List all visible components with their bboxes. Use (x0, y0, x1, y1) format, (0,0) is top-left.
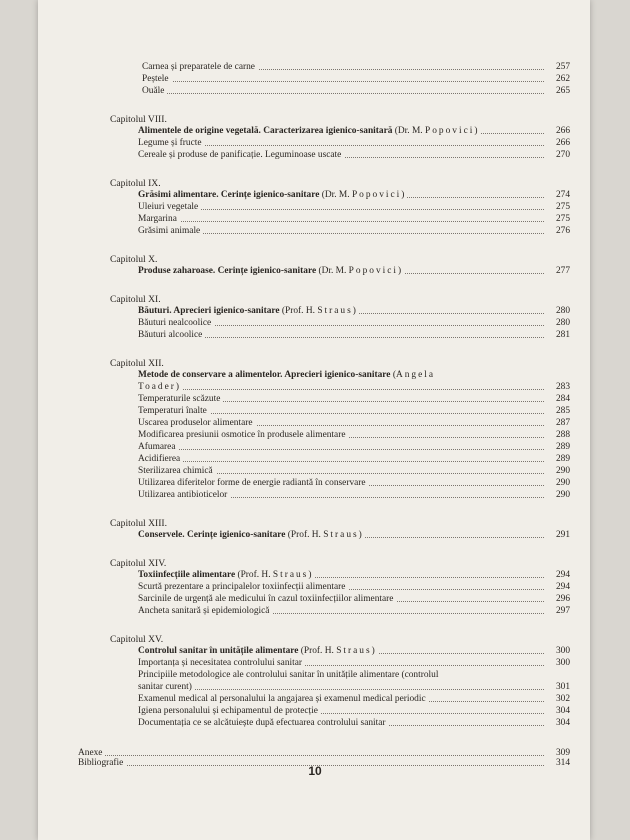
entry-title (138, 606, 272, 617)
entry-text: Ouăle (142, 86, 165, 96)
dot-leader (142, 81, 544, 82)
entry-text: Sterilizarea chimică (138, 466, 213, 476)
chapter-heading: Capitolul XI. (110, 294, 161, 305)
entry-title (138, 226, 203, 237)
entry-page-number: 300 (552, 658, 570, 669)
entry-text: Carnea și preparatele de carne (142, 62, 255, 72)
entry-text: Peștele (142, 74, 169, 84)
entry-title (138, 150, 344, 161)
entry-page-number: 289 (552, 442, 570, 453)
entry-title (138, 394, 223, 405)
entry-text: Anexe (78, 748, 103, 758)
section-title: Grăsimi alimentare. Cerințe igienico-sanitare (138, 190, 320, 200)
entry-title (138, 306, 359, 317)
section-title: Băuturi. Aprecieri igienico-sanitare (138, 306, 280, 316)
entry-page-number: 294 (552, 570, 570, 581)
chapter-heading: Capitolul IX. (110, 178, 161, 189)
dot-leader (78, 755, 544, 756)
entry-title (138, 126, 480, 137)
entry-text: Cereale și produse de panificație. Leguminoase uscate (138, 150, 342, 160)
entry-text: Legume și fructe (138, 138, 202, 148)
entry-page-number: 304 (552, 706, 570, 717)
entry-page-number: 283 (552, 382, 570, 393)
entry-title (138, 318, 214, 329)
entry-title (142, 86, 167, 97)
entry-title (138, 370, 438, 381)
entry-title (138, 406, 210, 417)
entry-title (138, 570, 314, 581)
author-name: Popovici (348, 266, 399, 276)
entry-page-number: 262 (552, 74, 570, 85)
dot-leader (138, 449, 544, 450)
entry-page-number: 297 (552, 606, 570, 617)
entry-title (138, 418, 256, 429)
entry-title (138, 454, 183, 465)
entry-title (138, 330, 205, 341)
author-name: Straus (317, 306, 353, 316)
entry-page-number: 296 (552, 594, 570, 605)
entry-text: Băuturi nealcoolice (138, 318, 212, 328)
author-close: ) (352, 306, 356, 316)
entry-text: sanitar curent) (138, 682, 192, 692)
chapter-heading: Capitolul XIII. (110, 518, 168, 529)
entry-page-number: 275 (552, 214, 570, 225)
author-name: Toader (138, 382, 176, 392)
entry-text: Bibliografie (78, 758, 124, 768)
entry-text: Ancheta sanitară și epidemiologică (138, 606, 270, 616)
section-title: Conservele. Cerințe igienico-sanitare (138, 530, 286, 540)
author-prefix: (Dr. M. (319, 190, 352, 200)
entry-page-number: 302 (552, 694, 570, 705)
entry-page-number: 274 (552, 190, 570, 201)
entry-title (138, 682, 195, 693)
author-name: Straus (323, 530, 359, 540)
entry-text: Utilizarea diferitelor forme de energie radiantă în conservare (138, 478, 366, 488)
author-name: Straus (336, 646, 372, 656)
author-prefix: (Prof. H. (279, 306, 318, 316)
entry-text: Examenul medical al personalului la angajarea și examenul medical periodic (138, 694, 426, 704)
section-title: Metode de conservare a alimentelor. Aprecieri igienico-sanitare (138, 370, 391, 380)
dot-leader (138, 221, 544, 222)
page-number: 10 (308, 764, 322, 778)
author-prefix: (Dr. M. (392, 126, 425, 136)
entry-title (138, 718, 389, 729)
entry-title (138, 706, 321, 717)
section-title: Produse zaharoase. Cerințe igienico-sanitare (138, 266, 317, 276)
entry-page-number: 301 (552, 682, 570, 693)
entry-title (138, 658, 305, 669)
entry-page-number: 281 (552, 330, 570, 341)
entry-title (138, 382, 182, 393)
section-title: Toxiinfecțiile alimentare (138, 570, 236, 580)
dot-leader (138, 389, 544, 390)
author-close: ) (308, 570, 312, 580)
author-close: ) (398, 266, 402, 276)
entry-page-number: 266 (552, 126, 570, 137)
entry-title (138, 530, 365, 541)
entry-page-number: 280 (552, 306, 570, 317)
entry-page-number: 290 (552, 478, 570, 489)
entry-title (142, 74, 172, 85)
entry-text: Băuturi alcoolice (138, 330, 203, 340)
entry-text: Scurtă prezentare a principalelor toxiinfecții alimentare (138, 582, 346, 592)
entry-page-number: 288 (552, 430, 570, 441)
entry-text: Grăsimi animale (138, 226, 201, 236)
author-name: Straus (272, 570, 309, 580)
entry-page-number: 291 (552, 530, 570, 541)
entry-page-number: 309 (552, 748, 570, 759)
entry-text: Uleiuri vegetale (138, 202, 199, 212)
entry-title (138, 490, 230, 501)
entry-text: Temperaturile scăzute (138, 394, 221, 404)
entry-title (142, 62, 258, 73)
entry-title (138, 202, 201, 213)
entry-page-number: 284 (552, 394, 570, 405)
entry-title (138, 646, 378, 657)
entry-page-number: 290 (552, 466, 570, 477)
entry-text: Principiile metodologice ale controlului sanitar în unitățile alimentare (controlul (138, 670, 439, 680)
entry-text: Documentația ce se alcătuiește după efectuarea controlului sanitar (138, 718, 386, 728)
chapter-heading: Capitolul VIII. (110, 114, 167, 125)
entry-title (138, 266, 404, 277)
entry-title (138, 442, 178, 453)
entry-page-number: 277 (552, 266, 570, 277)
chapter-heading: Capitolul XII. (110, 358, 164, 369)
author-name: Angela (395, 370, 436, 380)
entry-page-number: 287 (552, 418, 570, 429)
entry-title (138, 478, 369, 489)
entry-text: Temperaturi înalte (138, 406, 207, 416)
entry-page-number: 276 (552, 226, 570, 237)
author-close: ) (358, 530, 362, 540)
entry-text: Sarcinile de urgență ale medicului în cazul toxiinfecțiilor alimentare (138, 594, 394, 604)
author-prefix: (Prof. H. (285, 530, 324, 540)
author-name: Popovici (351, 190, 402, 200)
author-close: ) (401, 190, 405, 200)
entry-text: Importanța și necesitatea controlului sanitar (138, 658, 303, 668)
chapter-heading: Capitolul XIV. (110, 558, 167, 569)
entry-title (138, 466, 216, 477)
entry-page-number: 265 (552, 86, 570, 97)
section-title: Controlul sanitar în unitățile alimentare (138, 646, 299, 656)
entry-title (138, 582, 348, 593)
author-prefix: (Dr. M. (316, 266, 349, 276)
entry-title (138, 430, 348, 441)
entry-page-number: 294 (552, 582, 570, 593)
author-name: Popovici (425, 126, 475, 136)
chapter-heading: Capitolul X. (110, 254, 158, 265)
entry-text: Utilizarea antibioticelor (138, 490, 228, 500)
entry-text: Igiena personalului și echipamentul de protecție (138, 706, 318, 716)
entry-text: Afumarea (138, 442, 176, 452)
dot-leader (138, 461, 544, 462)
entry-page-number: 270 (552, 150, 570, 161)
entry-page-number: 266 (552, 138, 570, 149)
entry-text: Modificarea presiunii osmotice în produsele alimentare (138, 430, 346, 440)
author-close: ) (474, 126, 478, 136)
entry-page-number: 289 (552, 454, 570, 465)
entry-page-number: 290 (552, 490, 570, 501)
author-prefix: ( (390, 370, 396, 380)
chapter-heading: Capitolul XV. (110, 634, 164, 645)
author-close: ) (371, 646, 375, 656)
entry-page-number: 300 (552, 646, 570, 657)
author-prefix: (Prof. H. (235, 570, 273, 580)
dot-leader (142, 93, 544, 94)
author-close: ) (175, 382, 180, 392)
entry-title (138, 138, 205, 149)
entry-title (138, 694, 429, 705)
entry-page-number: 314 (552, 758, 570, 769)
entry-page-number: 304 (552, 718, 570, 729)
entry-text: Uscarea produselor alimentare (138, 418, 253, 428)
entry-title (138, 594, 396, 605)
entry-text: Margarina (138, 214, 177, 224)
entry-page-number: 280 (552, 318, 570, 329)
section-title: Alimentele de origine vegetală. Caracterizarea igienico-sanitară (138, 126, 393, 136)
entry-page-number: 285 (552, 406, 570, 417)
entry-title (138, 190, 407, 201)
author-prefix: (Prof. H. (298, 646, 337, 656)
entry-title (138, 214, 180, 225)
entry-text: Acidifierea (138, 454, 181, 464)
entry-page-number: 257 (552, 62, 570, 73)
entry-title (138, 670, 441, 681)
entry-page-number: 275 (552, 202, 570, 213)
dot-leader (138, 689, 544, 690)
